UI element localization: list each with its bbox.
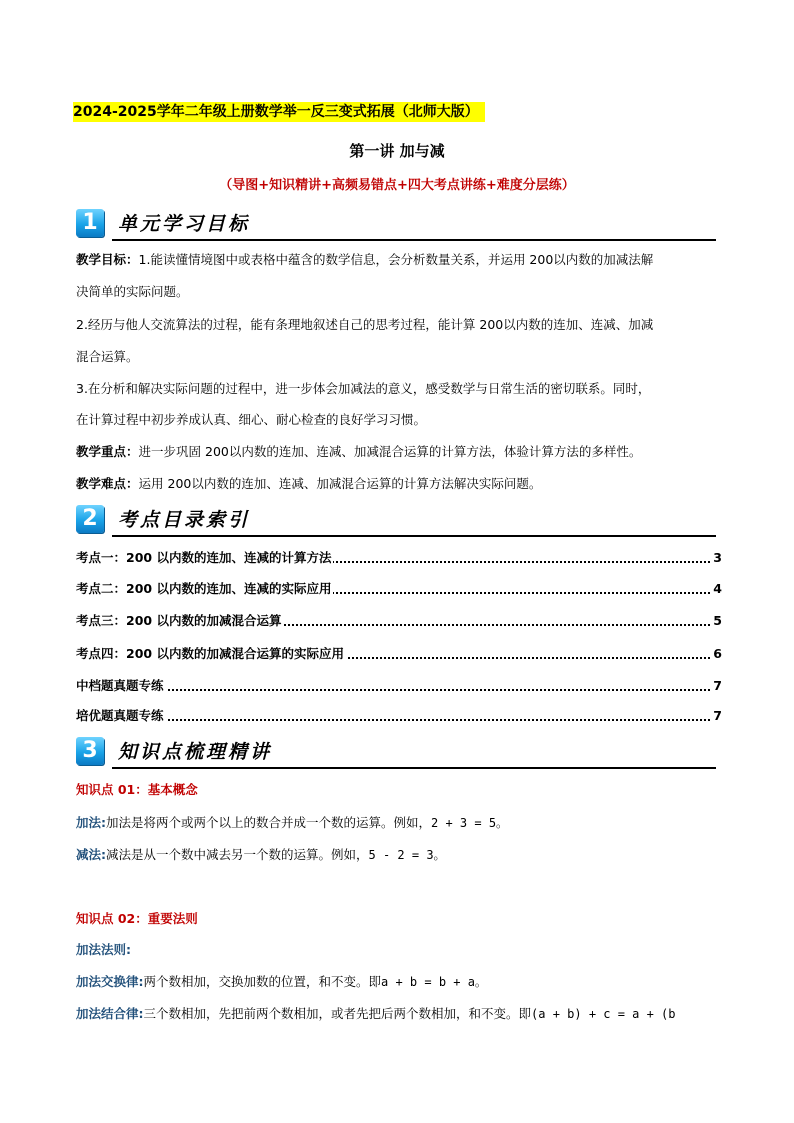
toc-entry-label: 考点四：200 以内数的加减混合运算的实际应用: [76, 644, 346, 664]
toc-entry[interactable]: [76, 579, 722, 599]
difficulty-text: 运用 200以内数的连加、连减、加减混合运算的计算方法解决实际问题。: [138, 476, 542, 491]
commutative-formula: a + b = b + a。: [381, 975, 487, 989]
toc-entry-label: 中档题真题专练: [76, 676, 166, 696]
toc-entry-page: 7: [711, 706, 722, 726]
addition-text: 加法是将两个或两个以上的数合并成一个数的运算。例如，: [106, 815, 432, 830]
associative-label: 加法结合律:: [76, 1006, 144, 1021]
subtraction-definition: [76, 845, 721, 865]
toc-entry-label: 考点一：200 以内数的连加、连减的计算方法: [76, 548, 333, 568]
difficulty-line: [76, 474, 721, 494]
lecture-subtitle: （导图+知识精讲+高频易错点+四大考点讲练+难度分层练）: [219, 178, 575, 193]
commutative-law: [76, 972, 721, 992]
goal-text-1a: 1.能读懂情境图中或表格中蕴含的数学信息，会分析数量关系，并运用 200以内数的加减法解: [138, 252, 654, 267]
lecture-title: 第一讲 加与减: [349, 142, 445, 160]
toc-entry[interactable]: [76, 706, 722, 726]
key-text: 进一步巩固 200以内数的连加、连减、加减混合运算的计算方法，体验计算方法的多样性。: [138, 444, 642, 459]
section-underline: [112, 535, 716, 537]
addition-rules-label: 加法法则:: [76, 942, 131, 957]
addition-example: 2 + 3 = 5。: [431, 816, 509, 830]
toc-leader-dots: [76, 689, 710, 691]
associative-law: [76, 1004, 721, 1024]
goal-line-2a: 2.经历与他人交流算法的过程，能有条理地叙述自己的思考过程，能计算 200以内数的连加、连减、加减: [76, 317, 654, 332]
associative-formula: (a + b) + c = a + (b: [531, 1007, 676, 1021]
section-underline: [112, 239, 716, 241]
section-3-header: [76, 737, 716, 769]
addition-label: 加法:: [76, 815, 106, 830]
subtraction-example: 5 - 2 = 3。: [368, 848, 446, 862]
key-label: 教学重点：: [76, 444, 139, 459]
subtraction-text: 减法是从一个数中减去另一个数的运算。例如，: [106, 847, 369, 862]
toc-entry-label: 考点二：200 以内数的连加、连减的实际应用: [76, 579, 333, 599]
toc-entry-page: 3: [711, 548, 722, 568]
knowledge-point-1-title: 知识点 01：基本概念: [76, 782, 198, 797]
associative-text: 三个数相加，先把前两个数相加，或者先把后两个数相加，和不变。即: [143, 1006, 532, 1021]
goal-line-3a: 3.在分析和解决实际问题的过程中，进一步体会加减法的意义，感受数学与日常生活的密切联系。同时，: [76, 381, 651, 396]
toc-entry-label: 考点三：200 以内数的加减混合运算: [76, 611, 283, 631]
section-title: 单元学习目标: [118, 213, 251, 235]
section-1-header: [76, 209, 716, 241]
section-2-header: [76, 505, 716, 537]
toc-entry-page: 5: [711, 611, 722, 631]
commutative-text: 两个数相加，交换加数的位置，和不变。即: [143, 974, 382, 989]
toc-entry-label: 培优题真题专练: [76, 706, 166, 726]
goal-label: 教学目标：: [76, 252, 139, 267]
key-point-line: [76, 442, 721, 462]
toc-entry-page: 7: [711, 676, 722, 696]
commutative-label: 加法交换律:: [76, 974, 144, 989]
addition-definition: [76, 813, 721, 833]
series-title: 2024-2025学年二年级上册数学举一反三变式拓展（北师大版）: [73, 102, 485, 122]
difficulty-label: 教学难点：: [76, 476, 139, 491]
section-title: 知识点梳理精讲: [118, 741, 273, 763]
toc-leader-dots: [76, 719, 710, 721]
toc-entry[interactable]: [76, 548, 722, 568]
goal-line-1b: 决简单的实际问题。: [76, 284, 189, 299]
section-number-badge: 3: [76, 737, 104, 765]
goal-line-3b: 在计算过程中初步养成认真、细心、耐心检查的良好学习习惯。: [76, 412, 427, 427]
subtraction-label: 减法:: [76, 847, 106, 862]
section-number-badge: 1: [76, 209, 104, 237]
toc-entry[interactable]: [76, 676, 722, 696]
toc-entry-page: 6: [711, 644, 722, 664]
knowledge-point-2-title: 知识点 02：重要法则: [76, 911, 198, 926]
goal-line-1: [76, 250, 721, 270]
toc-entry[interactable]: [76, 611, 722, 631]
toc-entry[interactable]: [76, 644, 722, 664]
section-underline: [112, 767, 716, 769]
section-number-badge: 2: [76, 505, 104, 533]
section-title: 考点目录索引: [118, 509, 251, 531]
toc-entry-page: 4: [711, 579, 722, 599]
goal-line-2b: 混合运算。: [76, 349, 139, 364]
